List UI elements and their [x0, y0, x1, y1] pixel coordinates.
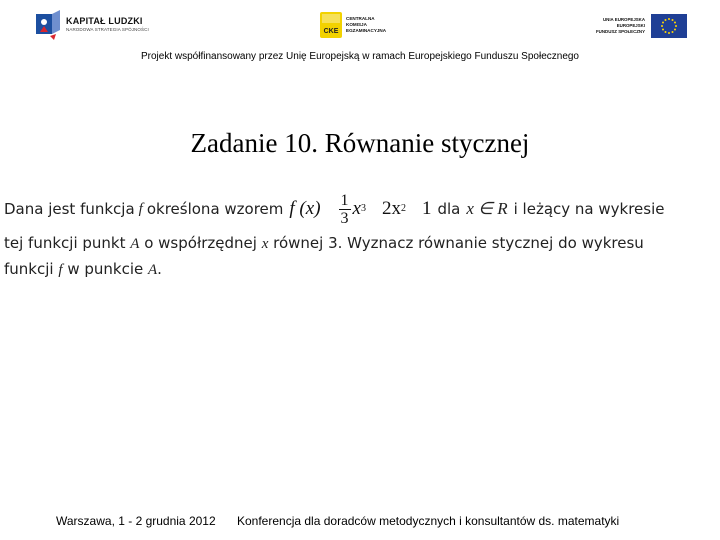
formula-term2: 2x	[381, 198, 401, 219]
formula-exp3: 3	[360, 203, 366, 214]
fraction-denominator: 3	[340, 209, 349, 227]
task-l3-part2: w punkcie	[67, 260, 144, 278]
formula-fx: f (x)	[289, 198, 321, 219]
cke-line-1: CENTRALNA	[346, 15, 375, 21]
formula-fraction	[339, 192, 351, 227]
task-l2-x: x	[261, 236, 269, 252]
slide-title: Zadanie 10. Równanie stycznej	[190, 128, 530, 159]
kapital-ludzki-title: KAPITAŁ LUDZKI	[66, 16, 143, 27]
cke-logo	[320, 12, 386, 38]
eu-line-2: EUROPEJSKI	[616, 23, 646, 29]
fraction-numerator: 1	[340, 191, 349, 209]
footer-location-date: Warszawa, 1 - 2 grudnia 2012	[56, 514, 216, 528]
task-l1-part4: i leżący na wykresie	[513, 200, 665, 218]
formula-exp2: 2	[400, 203, 406, 214]
task-l2-a: A	[130, 236, 140, 252]
cke-line-2: KOMISJA	[346, 21, 367, 27]
eu-logo	[596, 14, 687, 38]
kapital-ludzki-subtitle: NARODOWA STRATEGIA SPÓJNOŚCI	[66, 27, 149, 33]
formula-x: x	[352, 198, 361, 219]
task-l1-part1: Dana jest funkcja	[4, 200, 135, 218]
kapital-ludzki-logo	[36, 10, 149, 40]
formula-term3: 1	[421, 198, 432, 219]
task-line-3	[4, 256, 718, 282]
footer-conference: Konferencja dla doradców metodycznych i konsultantów ds. matematyki	[237, 514, 620, 528]
task-l3-f: f	[58, 262, 63, 278]
task-l2-part2: o współrzędnej	[144, 234, 257, 252]
project-tagline: Projekt współfinansowany przez Unię Europejską w ramach Europejskiego Funduszu Społecznego	[140, 51, 579, 62]
task-l3-part3: .	[157, 260, 162, 278]
cke-line-3: EGZAMINACYJNA	[346, 28, 387, 34]
task-text	[4, 188, 718, 282]
task-l1-domain: x ∈ R	[466, 199, 508, 218]
task-l2-part3: równej 3. Wyznacz równanie stycznej do wykresu	[273, 234, 644, 252]
kapital-ludzki-emblem-icon	[36, 10, 60, 40]
task-l1-part3: dla	[437, 200, 461, 218]
task-l3-a: A	[148, 262, 158, 278]
eu-line-1: UNIA EUROPEJSKA	[602, 17, 646, 23]
task-l2-part1: tej funkcji punkt	[4, 234, 126, 252]
cke-emblem-icon	[320, 12, 342, 38]
task-l1-f: f	[138, 201, 143, 217]
eu-flag-icon	[651, 14, 687, 38]
task-line-2	[4, 230, 718, 256]
eu-line-3: FUNDUSZ SPOŁECZNY	[596, 28, 646, 34]
function-formula	[289, 192, 431, 227]
cke-badge: CKE	[323, 28, 339, 35]
task-line-1	[4, 188, 718, 230]
task-l1-part2: określona wzorem	[146, 200, 284, 218]
task-l3-part1: funkcji	[4, 260, 54, 278]
